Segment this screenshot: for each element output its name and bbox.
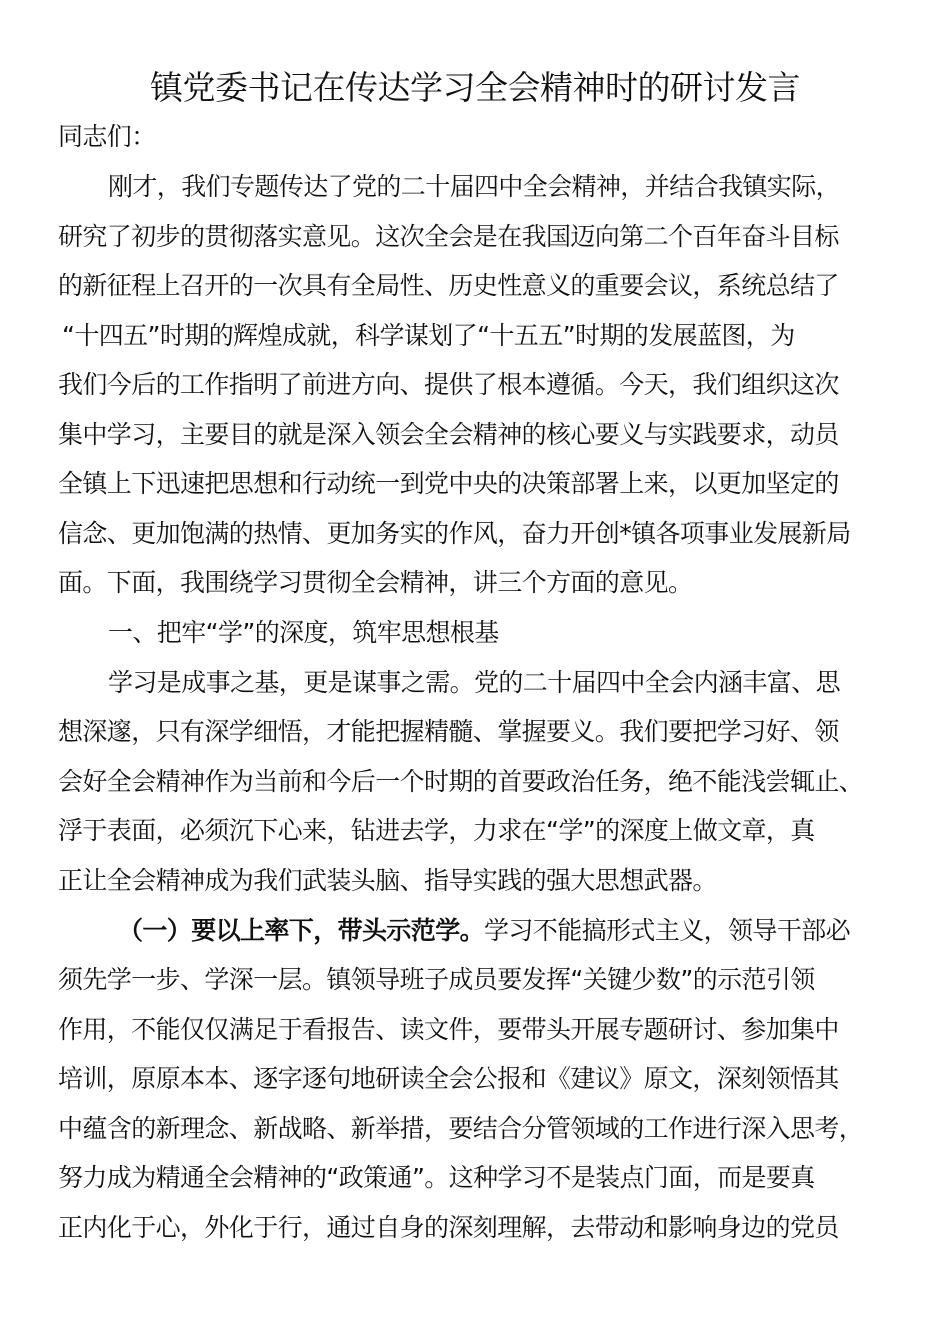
paragraph-line: 正让全会精神成为我们武装头脑、指导实践的强大思想武器。 <box>58 866 717 895</box>
paragraph-line: 研究了初步的贯彻落实意见。这次全会是在我国迈向第二个百年奋斗目标 <box>58 222 839 251</box>
section-heading: 一、把牢“学”的深度，筑牢思想根基 <box>108 618 499 647</box>
paragraph-line: 全镇上下迅速把思想和行动统一到党中央的决策部署上来，以更加坚定的 <box>58 469 839 498</box>
salutation: 同志们： <box>58 122 156 151</box>
paragraph-line: 信念、更加饱满的热情、更加务实的作风，奋力开创*镇各项事业发展新局 <box>58 519 851 548</box>
paragraph-line: 集中学习，主要目的就是深入领会全会精神的核心要义与实践要求，动员 <box>58 420 839 449</box>
paragraph-line: 面。下面，我围绕学习贯彻全会精神，讲三个方面的意见。 <box>58 568 693 597</box>
paragraph-line: 正内化于心，外化于行，通过自身的深刻理解，去带动和影响身边的党员 <box>58 1213 839 1242</box>
paragraph-line: 须先学一步、学深一层。镇领导班子成员要发挥“关键少数”的示范引领 <box>58 965 815 994</box>
paragraph-line: 作用，不能仅仅满足于看报告、读文件，要带头开展专题研讨、参加集中 <box>58 1015 839 1044</box>
paragraph-line: 刚才，我们专题传达了党的二十届四中全会精神，并结合我镇实际， <box>108 172 841 201</box>
subheading-bold: （一）要以上率下，带头示范学。 <box>118 916 485 945</box>
paragraph-line <box>118 914 850 948</box>
paragraph-line: 想深邃，只有深学细悟，才能把握精髓、掌握要义。我们要把学习好、领 <box>58 717 839 746</box>
paragraph-line: 努力成为精通全会精神的“政策通”。这种学习不是装点门面，而是要真 <box>58 1163 815 1192</box>
paragraph-line: 浮于表面，必须沉下心来，钻进去学，力求在“学”的深度上做文章，真 <box>58 816 815 845</box>
paragraph-line: 中蕴含的新理念、新战略、新举措，要结合分管领域的工作进行深入思考， <box>58 1114 864 1143</box>
paragraph-line: “十四五”时期的辉煌成就，科学谋划了“十五五”时期的发展蓝图，为 <box>62 321 795 350</box>
paragraph-line: 培训，原原本本、逐字逐句地研读全会公报和《建议》原文，深刻领悟其 <box>58 1064 839 1093</box>
paragraph-line: 的新征程上召开的一次具有全局性、历史性意义的重要会议，系统总结了 <box>58 271 839 300</box>
paragraph-line: 学习是成事之基，更是谋事之需。党的二十届四中全会内涵丰富、思 <box>108 668 841 697</box>
paragraph-text: 学习不能搞形式主义，领导干部必 <box>484 916 851 945</box>
paragraph-line: 我们今后的工作指明了前进方向、提供了根本遵循。今天，我们组织这次 <box>58 370 839 399</box>
document-title: 镇党委书记在传达学习全会精神时的研讨发言 <box>150 68 800 107</box>
paragraph-line: 会好全会精神作为当前和今后一个时期的首要政治任务，绝不能浅尝辄止、 <box>58 767 864 796</box>
